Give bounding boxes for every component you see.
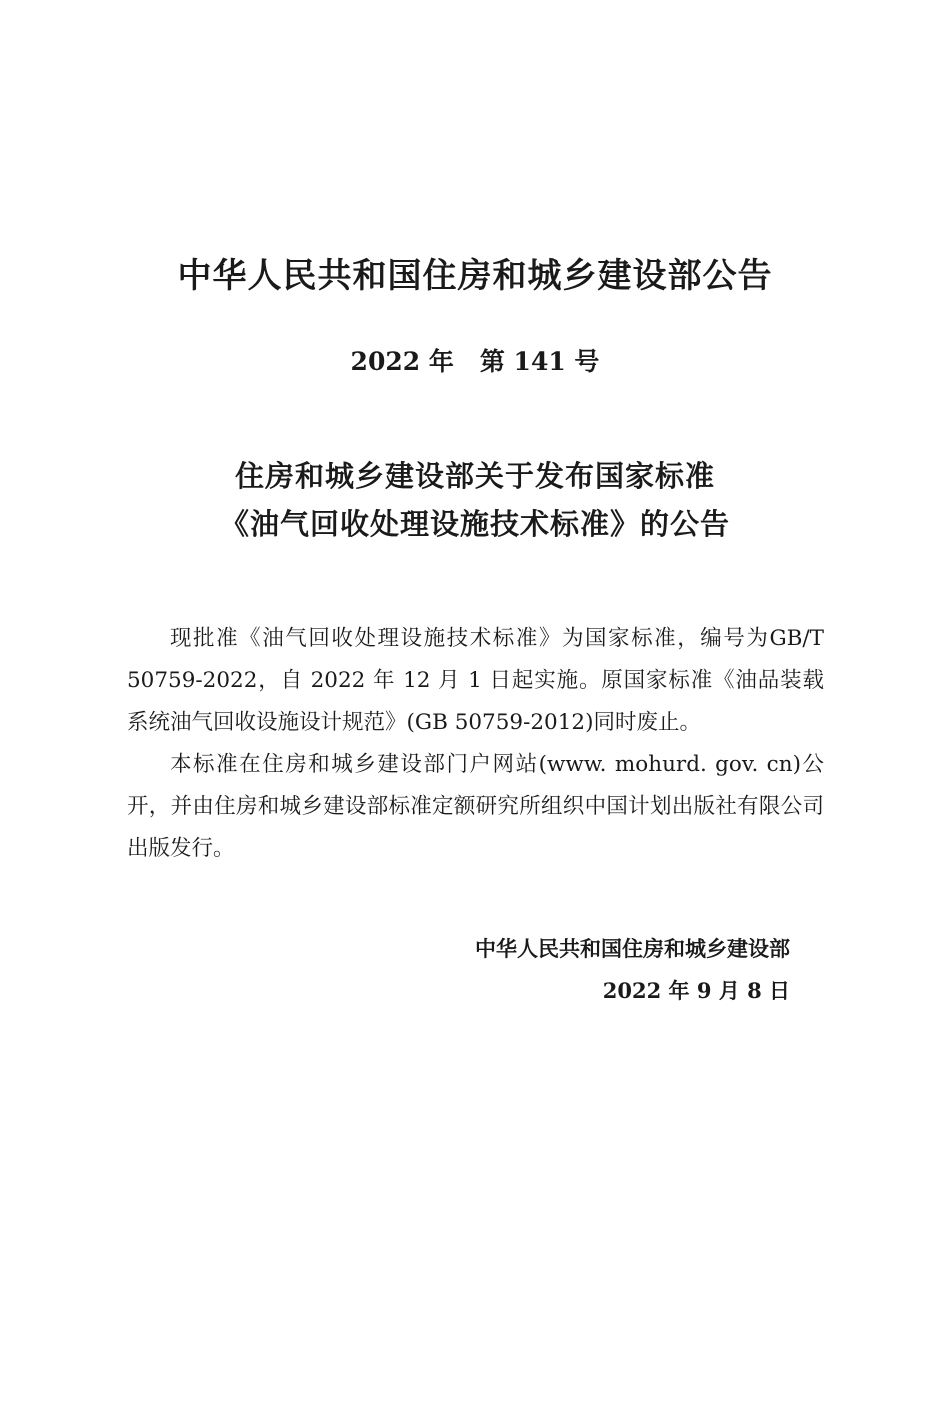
announcement-subject	[0, 452, 950, 548]
page-title: 中华人民共和国住房和城乡建设部公告	[177, 256, 773, 296]
body-paragraph-1: 现批准《油气回收处理设施技术标准》为国家标准，编号为GB/T 50759-2022，自 2022 年 12 月 1 日起实施。原国家标准《油品装载系统油气回收设施设计规范》(GB 50759-2012)同时废止。	[127, 626, 824, 735]
announcement-number	[0, 342, 950, 378]
subject-line-1: 住房和城乡建设部关于发布国家标准	[234, 459, 715, 493]
announcement-year: 2022 年	[350, 347, 454, 376]
subject-line-2: 《油气回收处理设施技术标准》的公告	[219, 507, 730, 541]
issuer-name: 中华人民共和国住房和城乡建设部	[475, 937, 790, 961]
signature-block	[380, 928, 790, 1012]
announcement-no: 第 141 号	[479, 347, 600, 376]
body-paragraph-2: 本标准在住房和城乡建设部门户网站(www. mohurd. gov. cn)公开，并由住房和城乡建设部标准定额研究所组织中国计划出版社有限公司出版发行。	[127, 752, 824, 861]
issue-date: 2022 年 9 月 8 日	[602, 978, 790, 1003]
announcement-body	[127, 618, 824, 870]
